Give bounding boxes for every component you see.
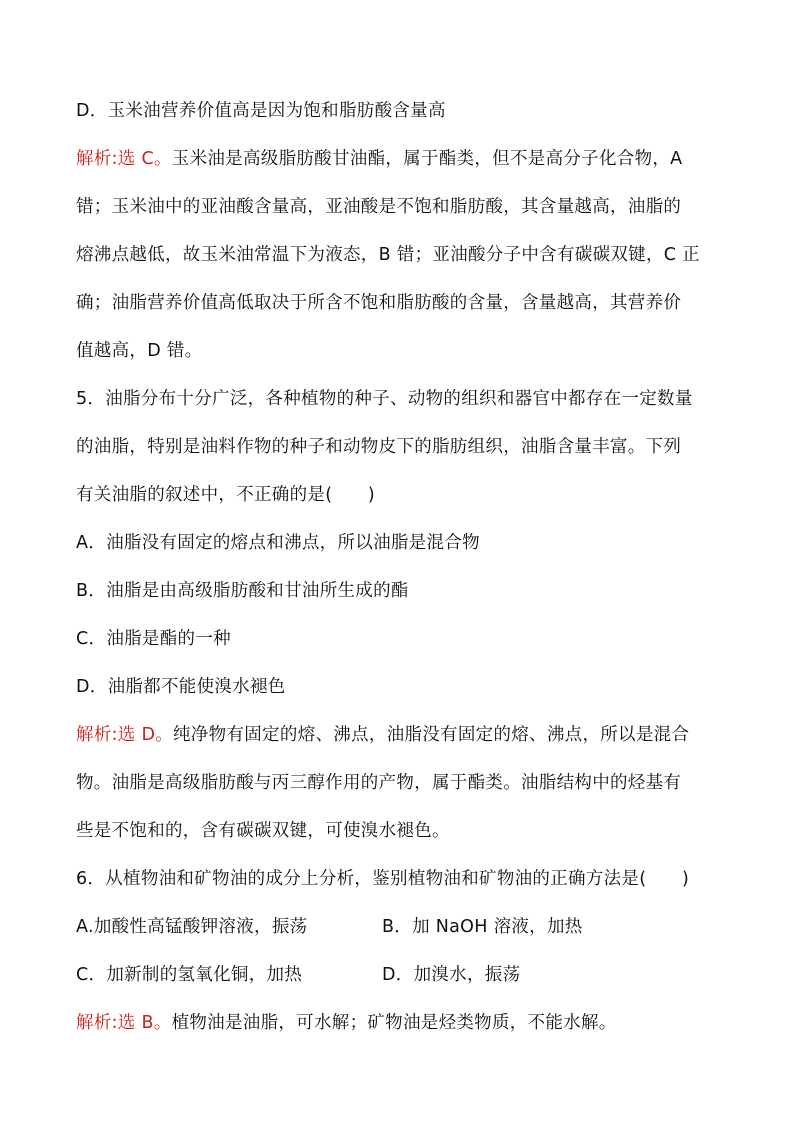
q5-stem-line-2: 的油脂，特别是油料作物的种子和动物皮下的脂肪组织，油脂含量丰富。下列 — [76, 437, 682, 457]
q4-analysis-line-4: 确；油脂营养价值高低取决于所含不饱和脂肪酸的含量，含量越高，其营养价 — [76, 293, 682, 313]
q6-option-d: D．加溴水，振荡 — [382, 965, 521, 985]
q4-option-d: D．玉米油营养价值高是因为饱和脂肪酸含量高 — [76, 101, 446, 121]
q4-analysis-line-2: 错；玉米油中的亚油酸含量高，亚油酸是不饱和脂肪酸，其含量越高，油脂的 — [76, 197, 682, 217]
q5-stem-line-3: 有关油脂的叙述中，不正确的是( ) — [76, 485, 376, 505]
q5-analysis-label: 解析:选 D。 — [76, 725, 174, 745]
q5-option-b: B．油脂是由高级脂肪酸和甘油所生成的酯 — [76, 581, 409, 601]
q5-analysis-line-2: 物。油脂是高级脂肪酸与丙三醇作用的产物，属于酯类。油脂结构中的烃基有 — [76, 773, 682, 793]
q4-analysis-line-1: 解析:选 C。玉米油是高级脂肪酸甘油酯，属于酯类，但不是高分子化合物，A — [76, 149, 683, 169]
q4-analysis-label: 解析:选 C。 — [76, 149, 172, 169]
q6-analysis-label: 解析:选 B。 — [76, 1013, 172, 1033]
q5-analysis-line-3: 些是不饱和的，含有碳碳双键，可使溴水褪色。 — [76, 821, 450, 841]
q6-analysis: 解析:选 B。植物油是油脂，可水解；矿物油是烃类物质，不能水解。 — [76, 1013, 617, 1033]
q5-option-c: C．油脂是酯的一种 — [76, 629, 231, 649]
q6-option-a: A.加酸性高锰酸钾溶液，振荡 — [76, 917, 308, 937]
q5-analysis-line-1: 解析:选 D。纯净物有固定的熔、沸点，油脂没有固定的熔、沸点，所以是混合 — [76, 725, 690, 745]
q5-option-a: A．油脂没有固定的熔点和沸点，所以油脂是混合物 — [76, 533, 480, 553]
q6-option-b: B．加 NaOH 溶液，加热 — [382, 917, 583, 937]
q6-stem: 6．从植物油和矿物油的成分上分析，鉴别植物油和矿物油的正确方法是( ) — [76, 869, 690, 889]
q5-stem-line-1: 5．油脂分布十分广泛，各种植物的种子、动物的组织和器官中都存在一定数量 — [76, 389, 693, 409]
q4-analysis-line-5: 值越高，D 错。 — [76, 341, 203, 361]
q5-option-d: D．油脂都不能使溴水褪色 — [76, 677, 286, 697]
q6-option-c: C．加新制的氢氧化铜，加热 — [76, 965, 303, 985]
q4-analysis-line-3: 熔沸点越低，故玉米油常温下为液态，B 错；亚油酸分子中含有碳碳双键，C 正 — [76, 245, 700, 265]
